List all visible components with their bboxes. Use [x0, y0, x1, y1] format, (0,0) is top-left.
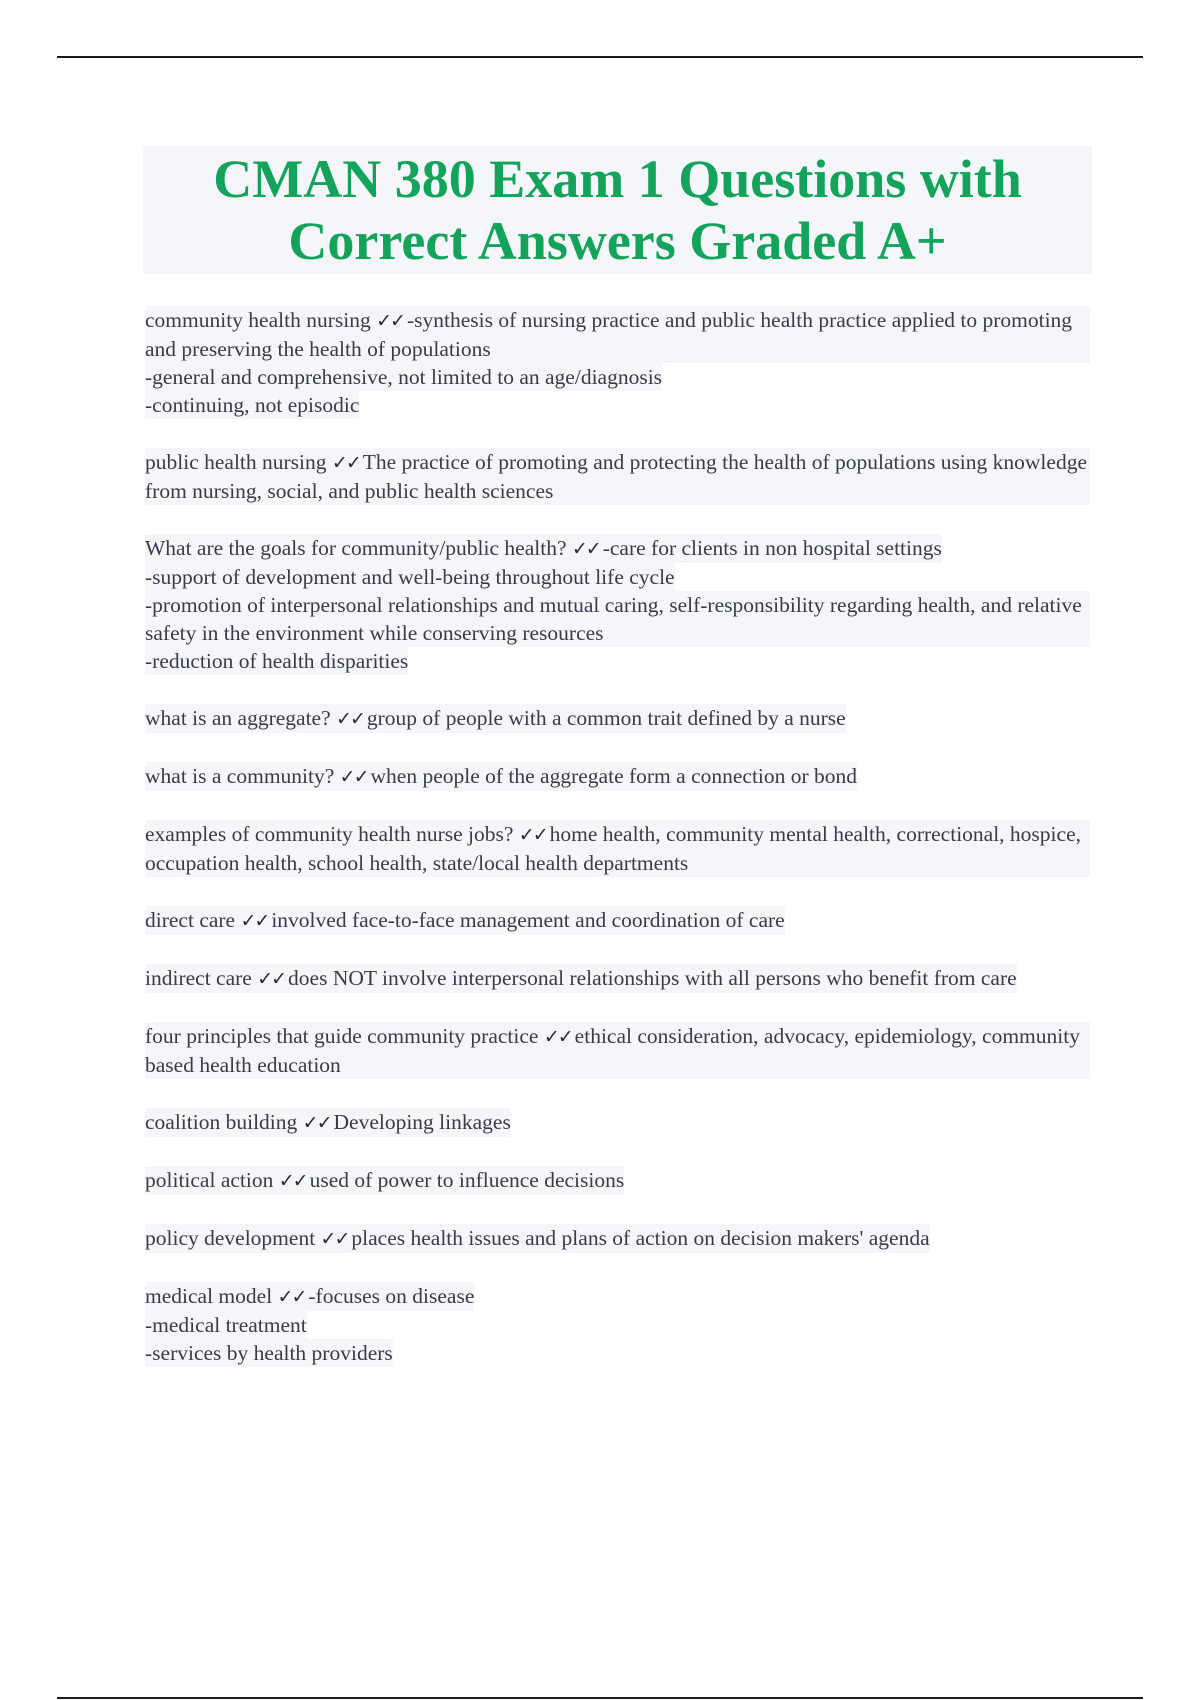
qa-item [145, 1282, 1090, 1367]
top-rule [57, 56, 1143, 58]
double-check-icon: ✓✓ [336, 708, 364, 730]
qa-first-line [145, 820, 1090, 877]
double-check-icon: ✓✓ [277, 1286, 306, 1308]
qa-answer-text: when people of the aggregate form a connection or bond [370, 764, 858, 788]
qa-answer-text: ethical consideration, advocacy, epidemiology, community based health education [145, 1024, 1080, 1077]
qa-item [145, 1166, 1090, 1195]
qa-first-line [145, 1108, 511, 1137]
qa-term: indirect care [145, 966, 252, 990]
qa-first-line [145, 534, 942, 563]
qa-first-line [145, 448, 1090, 505]
qa-list [145, 306, 1090, 1396]
title-block [143, 146, 1092, 274]
qa-item [145, 906, 1090, 935]
qa-answer-text: home health, community mental health, correctional, hospice, occupation health, school health, state/local health departments [145, 822, 1081, 875]
qa-first-line [145, 762, 857, 791]
qa-answer-line: -services by health providers [145, 1341, 393, 1365]
qa-item [145, 964, 1090, 993]
double-check-icon: ✓✓ [240, 910, 269, 932]
qa-answer-text: involved face-to-face management and coordination of care [271, 908, 785, 932]
qa-item [145, 1022, 1090, 1079]
qa-term: political action [145, 1168, 274, 1192]
qa-item [145, 534, 1090, 675]
document-title [168, 148, 1068, 272]
double-check-icon: ✓✓ [543, 1026, 572, 1048]
qa-term: what is an aggregate? [145, 706, 331, 730]
double-check-icon: ✓✓ [302, 1112, 331, 1134]
qa-answer-text: does NOT involve interpersonal relationships with all persons who benefit from care [288, 966, 1017, 990]
qa-first-line [145, 1282, 474, 1311]
qa-term: policy development [145, 1226, 316, 1250]
qa-first-line [145, 1224, 930, 1253]
double-check-icon: ✓✓ [278, 1170, 307, 1192]
qa-first-line [145, 906, 785, 935]
qa-answer-text: Developing linkages [333, 1110, 511, 1134]
qa-answer-line: -general and comprehensive, not limited to an age/diagnosis [145, 365, 663, 389]
double-check-icon: ✓✓ [376, 310, 404, 332]
qa-first-line [145, 704, 846, 733]
qa-answer-line: -promotion of interpersonal relationships and mutual caring, self-responsibility regarding health, and relative safety in the environment while conserving resources [145, 591, 1090, 647]
qa-term: community health nursing [145, 308, 371, 332]
double-check-icon: ✓✓ [339, 766, 368, 788]
qa-term: examples of community health nurse jobs? [145, 822, 514, 846]
qa-item [145, 762, 1090, 791]
qa-item [145, 306, 1090, 419]
qa-first-line [145, 964, 1017, 993]
qa-answer-text: -synthesis of nursing practice and public health practice applied to promoting and preserving the health of populations [145, 308, 1073, 361]
title-line-2: Correct Answers Graded A+ [288, 211, 947, 271]
qa-answer-text: places health issues and plans of action on decision makers' agenda [351, 1226, 930, 1250]
double-check-icon: ✓✓ [518, 824, 547, 846]
qa-first-line [145, 1166, 624, 1195]
qa-item [145, 1224, 1090, 1253]
qa-item [145, 1108, 1090, 1137]
qa-item [145, 448, 1090, 505]
qa-term: what is a community? [145, 764, 335, 788]
qa-item [145, 820, 1090, 877]
bottom-rule [57, 1697, 1143, 1699]
qa-term: public health nursing [145, 450, 327, 474]
qa-first-line [145, 306, 1090, 363]
qa-answer-line: -continuing, not episodic [145, 393, 360, 417]
qa-first-line [145, 1022, 1090, 1079]
qa-answer-line: -medical treatment [145, 1313, 307, 1337]
qa-item [145, 704, 1090, 733]
qa-term: medical model [145, 1284, 273, 1308]
qa-term: coalition building [145, 1110, 298, 1134]
qa-answer-text: -focuses on disease [308, 1284, 475, 1308]
qa-answer-text: -care for clients in non hospital settings [602, 536, 942, 560]
qa-term: four principles that guide community practice [145, 1024, 539, 1048]
qa-answer-text: The practice of promoting and protecting the health of populations using knowledge from nursing, social, and public health sciences [145, 450, 1087, 503]
qa-term: What are the goals for community/public health? [145, 536, 567, 560]
qa-answer-text: used of power to influence decisions [309, 1168, 625, 1192]
qa-term: direct care [145, 908, 236, 932]
double-check-icon: ✓✓ [257, 968, 286, 990]
qa-answer-line: -support of development and well-being throughout life cycle [145, 565, 675, 589]
double-check-icon: ✓✓ [331, 452, 360, 474]
title-line-1: CMAN 380 Exam 1 Questions with [213, 149, 1022, 209]
double-check-icon: ✓✓ [571, 538, 600, 560]
qa-answer-line: -reduction of health disparities [145, 649, 409, 673]
double-check-icon: ✓✓ [320, 1228, 349, 1250]
qa-answer-text: group of people with a common trait defined by a nurse [366, 706, 846, 730]
